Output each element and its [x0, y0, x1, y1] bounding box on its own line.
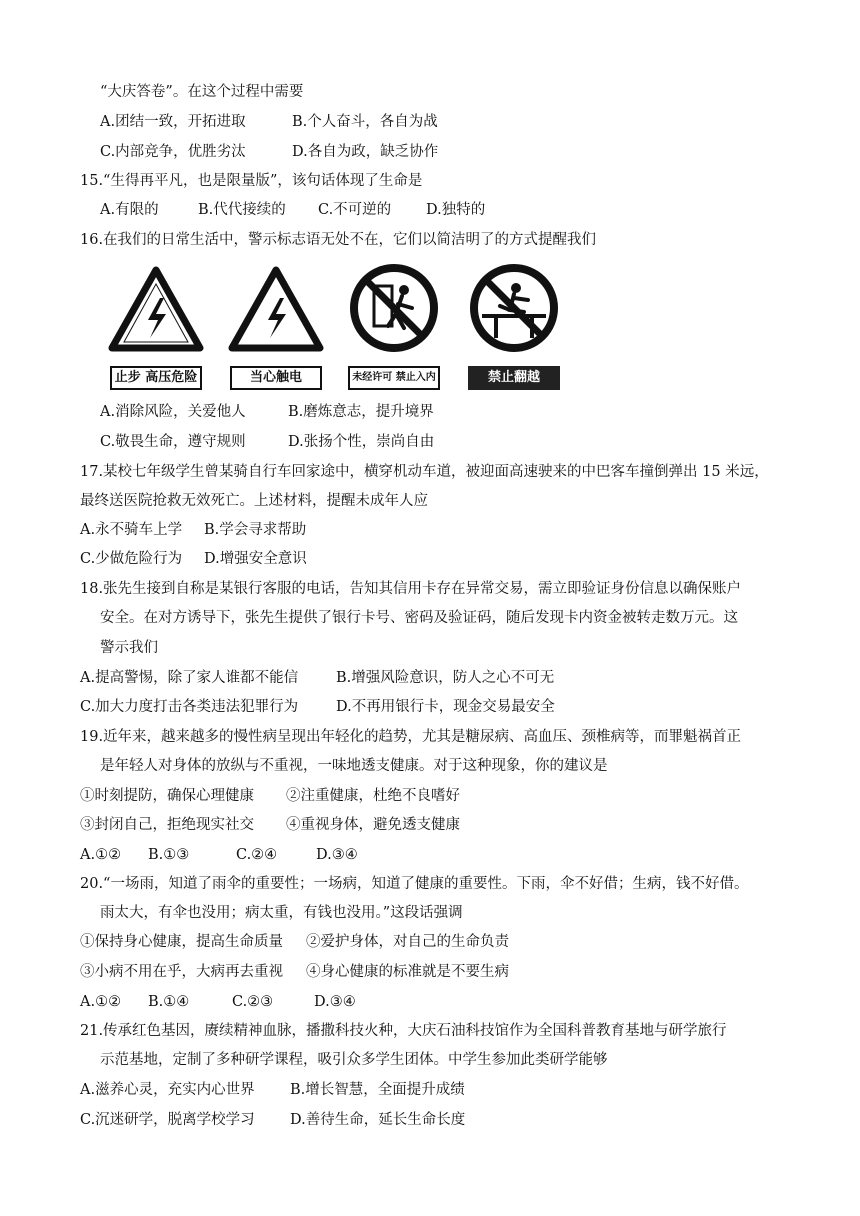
q14-stem-tail: “大庆答卷”。在这个过程中需要 — [100, 84, 304, 100]
sign-label-high-voltage: 止步 高压危险 — [110, 366, 202, 390]
q19-option-b[interactable]: B.①③ — [148, 847, 190, 863]
q19-stem-line-1: 19.近年来，越来越多的慢性病呈现出年轻化的趋势，尤其是糖尿病、高血压、颈椎病等，而罪魁祸首正 — [80, 729, 742, 745]
sign-electric-shock — [226, 262, 326, 392]
q14-option-b[interactable]: B.个人奋斗，各自为战 — [292, 114, 438, 130]
q16-option-a[interactable]: A.消除风险，关爱他人 — [100, 404, 246, 420]
q20-item-1: ①保持身心健康，提高生命质量 — [80, 934, 283, 950]
q14-option-d[interactable]: D.各自为政，缺乏协作 — [292, 144, 439, 160]
q18-option-b[interactable]: B.增强风险意识，防人之心不可无 — [336, 670, 555, 686]
q19-option-d[interactable]: D.③④ — [316, 847, 358, 863]
q20-option-a[interactable]: A.①② — [80, 994, 122, 1010]
sign-high-voltage — [106, 262, 206, 392]
q21-option-d[interactable]: D.善待生命，延长生命长度 — [290, 1112, 466, 1128]
q20-item-4: ④身心健康的标准就是不要生病 — [306, 964, 509, 980]
q19-item-3: ③封闭自己，拒绝现实社交 — [80, 817, 254, 833]
q20-option-c[interactable]: C.②③ — [232, 994, 274, 1010]
sign-no-climbing — [464, 262, 564, 392]
q16-option-b[interactable]: B.磨炼意志，提升境界 — [288, 404, 434, 420]
q16-option-d[interactable]: D.张扬个性，崇尚自由 — [288, 434, 435, 450]
q21-stem-line-1: 21.传承红色基因，赓续精神血脉，播撒科技火种，大庆石油科技馆作为全国科普教育基地与研学旅行 — [80, 1023, 727, 1039]
q19-item-1: ①时刻提防，确保心理健康 — [80, 788, 254, 804]
q17-option-b[interactable]: B.学会寻求帮助 — [204, 522, 307, 538]
q16-stem: 16.在我们的日常生活中，警示标志语无处不在，它们以简洁明了的方式提醒我们 — [80, 232, 597, 248]
q21-option-b[interactable]: B.增长智慧，全面提升成绩 — [290, 1082, 465, 1098]
q17-stem-line-1: 17.某校七年级学生曾某骑自行车回家途中，横穿机动车道，被迎面高速驶来的中巴客车撞倒弹出 15 米远， — [80, 464, 769, 480]
q17-option-c[interactable]: C.少做危险行为 — [80, 551, 183, 567]
sign-no-entry — [344, 262, 444, 392]
q21-option-c[interactable]: C.沉迷研学，脱离学校学习 — [80, 1112, 255, 1128]
q14-option-c[interactable]: C.内部竞争，优胜劣汰 — [100, 144, 246, 160]
electric-shock-warning-icon — [226, 262, 326, 362]
q19-item-2: ②注重健康，杜绝不良嗜好 — [286, 788, 460, 804]
q19-option-a[interactable]: A.①② — [80, 847, 122, 863]
sign-label-electric-shock: 当心触电 — [230, 366, 322, 390]
q19-stem-line-2: 是年轻人对身体的放纵与不重视，一味地透支健康。对于这种现象，你的建议是 — [100, 758, 608, 774]
q15-option-c[interactable]: C.不可逆的 — [318, 202, 392, 218]
q16-option-c[interactable]: C.敬畏生命，遵守规则 — [100, 434, 246, 450]
q17-option-d[interactable]: D.增强安全意识 — [204, 551, 307, 567]
q18-option-d[interactable]: D.不再用银行卡，现金交易最安全 — [336, 699, 555, 715]
warning-signs-figure — [100, 262, 580, 392]
q20-stem-line-1: 20.“一场雨，知道了雨伞的重要性；一场病，知道了健康的重要性。下雨，伞不好借；生病，钱不好借。 — [80, 876, 749, 892]
sign-label-no-entry: 未经许可 禁止入内 — [348, 366, 440, 390]
q15-option-b[interactable]: B.代代接续的 — [198, 202, 286, 218]
q17-stem-line-2: 最终送医院抢救无效死亡。上述材料，提醒未成年人应 — [80, 493, 428, 509]
q18-stem-line-2: 安全。在对方诱导下，张先生提供了银行卡号、密码及验证码，随后发现卡内资金被转走数万元。这 — [100, 610, 738, 626]
q20-item-3: ③小病不用在乎，大病再去重视 — [80, 964, 283, 980]
q18-stem-line-3: 警示我们 — [100, 640, 158, 656]
q21-option-a[interactable]: A.滋养心灵，充实内心世界 — [80, 1082, 255, 1098]
no-climbing-icon — [464, 262, 564, 362]
q20-option-d[interactable]: D.③④ — [314, 994, 356, 1010]
q20-item-2: ②爱护身体，对自己的生命负责 — [306, 934, 509, 950]
no-entry-icon — [344, 262, 444, 362]
q15-option-d[interactable]: D.独特的 — [426, 202, 486, 218]
q17-option-a[interactable]: A.永不骑车上学 — [80, 522, 183, 538]
q20-stem-line-2: 雨太大，有伞也没用；病太重，有钱也没用。”这段话强调 — [100, 905, 463, 921]
high-voltage-warning-icon — [106, 262, 206, 362]
q18-option-c[interactable]: C.加大力度打击各类违法犯罪行为 — [80, 699, 299, 715]
q14-option-a[interactable]: A.团结一致，开拓进取 — [100, 114, 246, 130]
q18-option-a[interactable]: A.提高警惕，除了家人谁都不能信 — [80, 670, 299, 686]
q15-stem: 15.“生得再平凡，也是限量版”，该句话体现了生命是 — [80, 173, 423, 189]
q15-option-a[interactable]: A.有限的 — [100, 202, 159, 218]
q21-stem-line-2: 示范基地，定制了多种研学课程，吸引众多学生团体。中学生参加此类研学能够 — [100, 1052, 608, 1068]
q20-option-b[interactable]: B.①④ — [148, 994, 190, 1010]
q18-stem-line-1: 18.张先生接到自称是某银行客服的电话，告知其信用卡存在异常交易，需立即验证身份信息以确保账户 — [80, 581, 742, 597]
sign-label-no-climbing: 禁止翻越 — [468, 366, 560, 390]
q19-item-4: ④重视身体，避免透支健康 — [286, 817, 460, 833]
q19-option-c[interactable]: C.②④ — [236, 847, 278, 863]
